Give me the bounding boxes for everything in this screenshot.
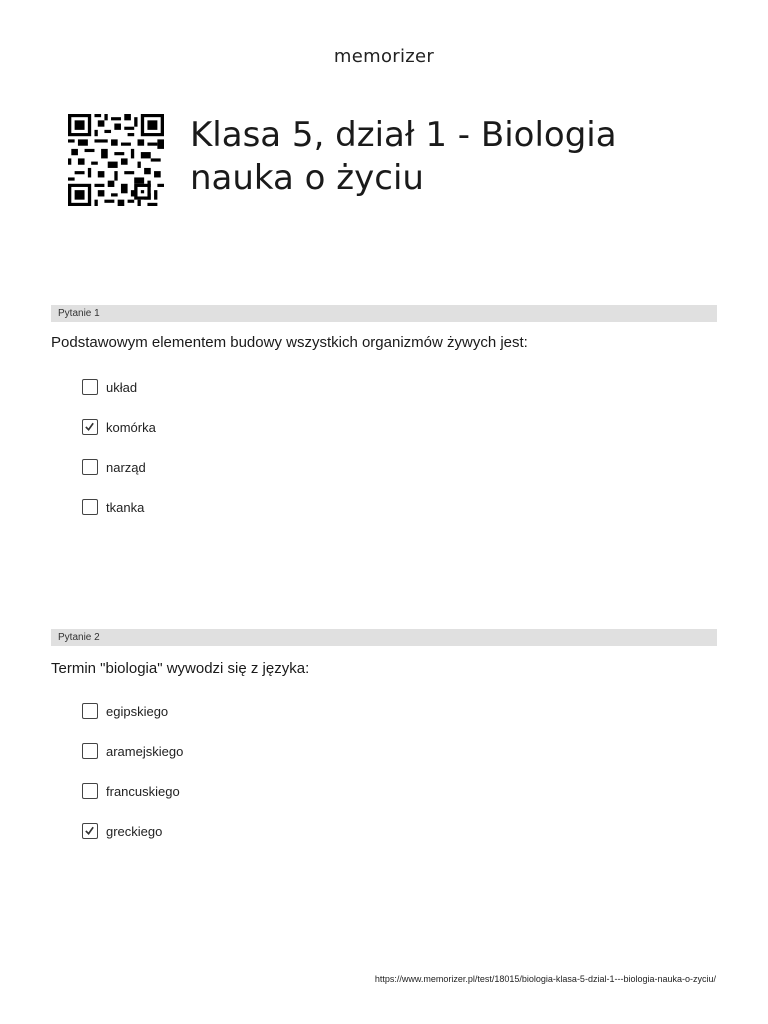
- option-label: tkanka: [106, 499, 145, 515]
- qr-code-icon: [68, 114, 164, 206]
- q1-option-2[interactable]: [82, 417, 156, 437]
- q2-option-2[interactable]: [82, 741, 183, 761]
- checkbox[interactable]: [82, 743, 98, 759]
- page-title: Klasa 5, dział 1 - Biologia nauka o życiu: [190, 115, 617, 198]
- checkbox[interactable]: [82, 499, 98, 515]
- option-label: układ: [106, 379, 138, 395]
- brand-logo: memorizer: [333, 46, 435, 67]
- footer-url[interactable]: https://www.memorizer.pl/test/18015/biologia-klasa-5-dzial-1---biologia-nauka-o-zyciu/: [374, 974, 716, 984]
- option-label: komórka: [106, 419, 156, 435]
- checkmark-icon: [84, 825, 95, 836]
- q1-option-1[interactable]: [82, 377, 137, 397]
- checkbox[interactable]: [82, 379, 98, 395]
- checkbox-checked[interactable]: [82, 419, 98, 435]
- q1-option-4[interactable]: [82, 497, 144, 517]
- checkbox[interactable]: [82, 703, 98, 719]
- checkbox[interactable]: [82, 783, 98, 799]
- checkbox[interactable]: [82, 459, 98, 475]
- question-1-text: Podstawowym elementem budowy wszystkich organizmów żywych jest:: [51, 334, 528, 351]
- option-label: egipskiego: [106, 703, 169, 719]
- checkbox-checked[interactable]: [82, 823, 98, 839]
- q2-option-4[interactable]: [82, 821, 162, 841]
- q1-option-3[interactable]: [82, 457, 146, 477]
- option-label: aramejskiego: [106, 743, 184, 759]
- question-2-header: [51, 629, 717, 646]
- question-1-label: Pytanie 1: [58, 308, 100, 319]
- question-2-text: Termin "biologia" wywodzi się z języka:: [51, 660, 310, 677]
- option-label: greckiego: [106, 823, 163, 839]
- checkmark-icon: [84, 421, 95, 432]
- q2-option-1[interactable]: [82, 701, 168, 721]
- question-2-label: Pytanie 2: [58, 632, 100, 643]
- question-1-header: [51, 305, 717, 322]
- option-label: narząd: [106, 459, 146, 475]
- q2-option-3[interactable]: [82, 781, 180, 801]
- option-label: francuskiego: [106, 783, 180, 799]
